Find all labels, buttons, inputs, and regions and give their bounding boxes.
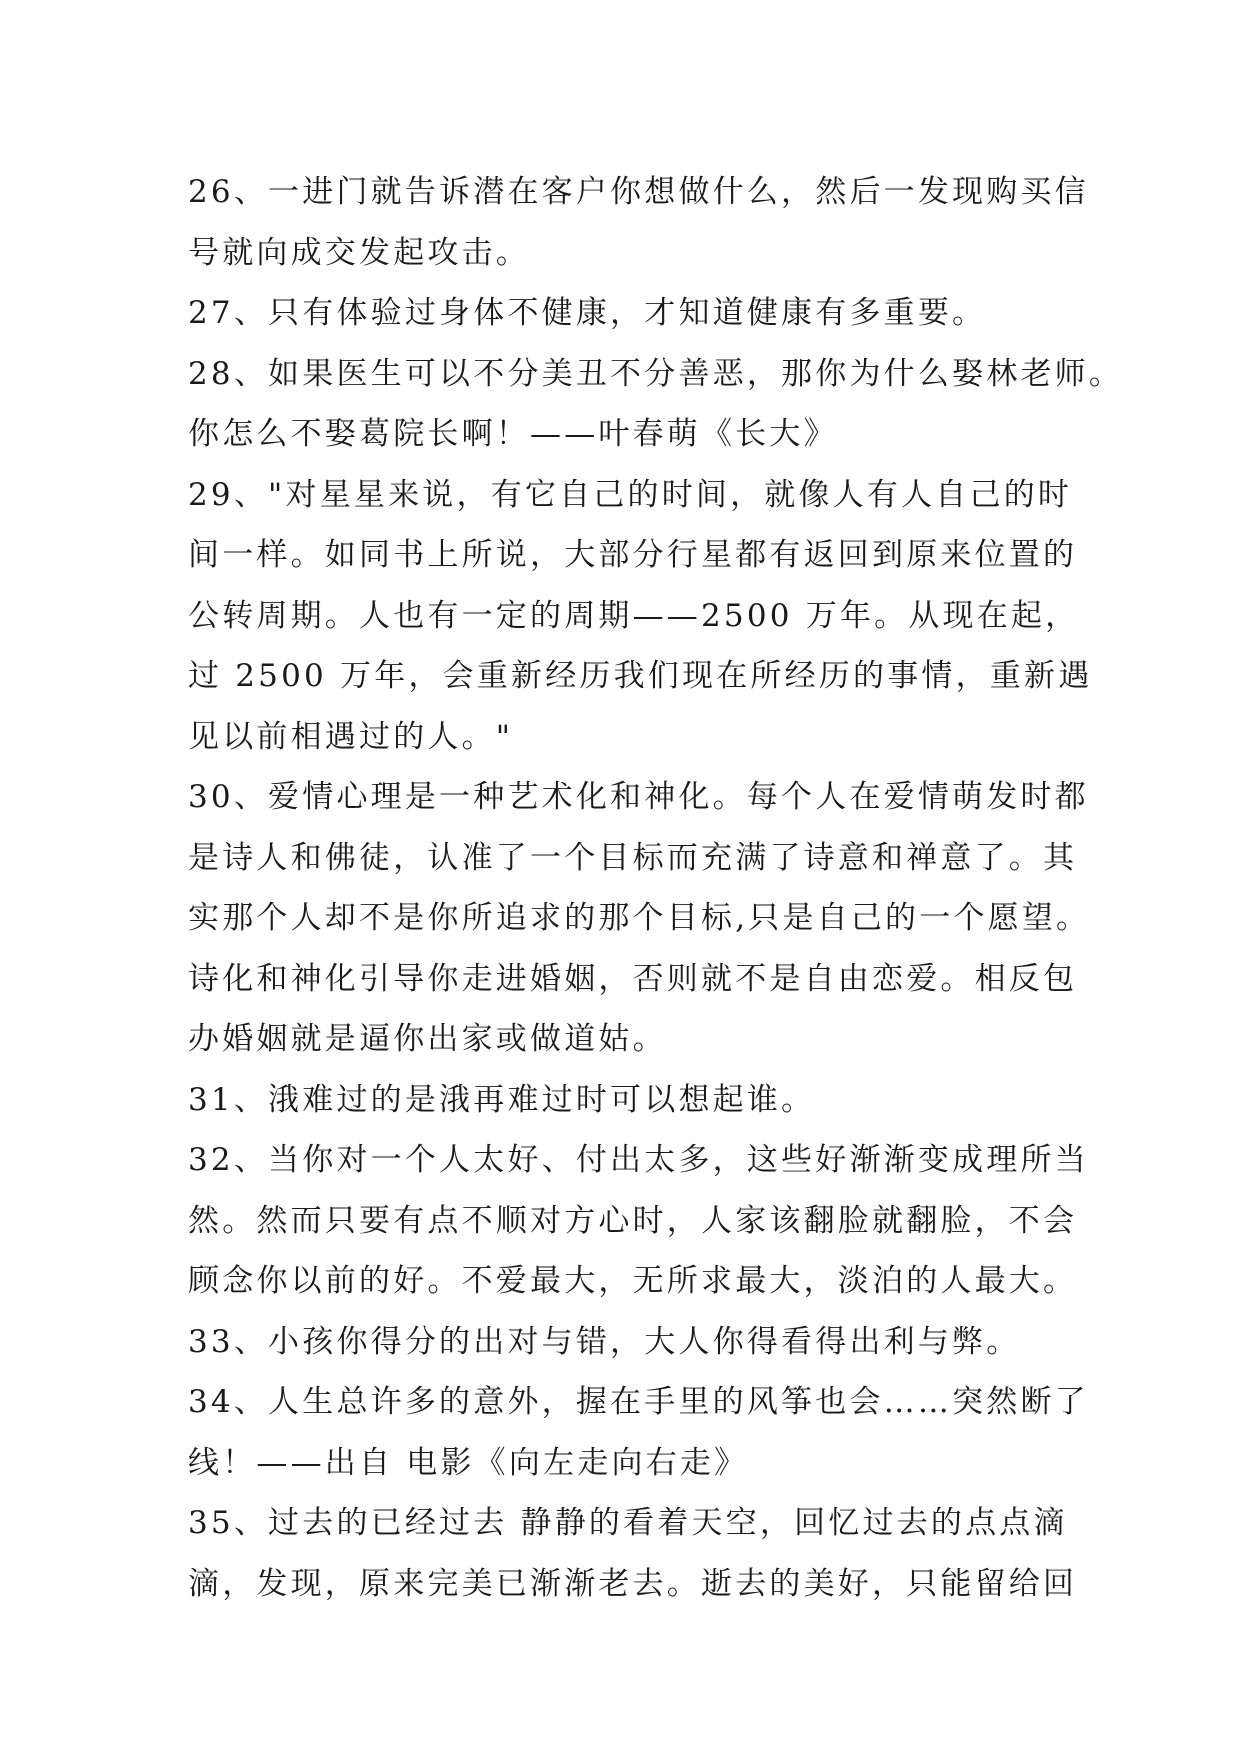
- text-line: 31、涐难过的是涐再难过时可以想起谁。: [188, 1081, 816, 1118]
- text-line: 见以前相遇过的人。": [188, 718, 514, 755]
- text-line: 间一样。如同书上所说，大部分行星都有返回到原来位置的: [188, 537, 1078, 573]
- text-line: 26、一进门就告诉潜在客户你想做什么，然后一发现购买信: [188, 174, 1089, 210]
- text-line: 号就向成交发起攻击。: [188, 234, 530, 271]
- text-line: 29、"对星星来说，有它自己的时间，就像人有人自己的时: [188, 476, 1073, 513]
- text-line: 30、爱情心理是一种艺术化和神化。每个人在爱情萌发时都: [188, 779, 1089, 815]
- text-line: 你怎么不娶葛院长啊！——叶春萌《长大》: [188, 416, 838, 452]
- text-line: 34、人生总许多的意外，握在手里的风筝也会……突然断了: [188, 1384, 1089, 1420]
- text-line: 然。然而只要有点不顺对方心时，人家该翻脸就翻脸，不会: [188, 1202, 1078, 1239]
- text-line: 办婚姻就是逼你出家或做道姑。: [188, 1021, 667, 1057]
- text-line: 顾念你以前的好。不爱最大，无所求最大，淡泊的人最大。: [188, 1263, 1078, 1299]
- text-line: 过 2500 万年，会重新经历我们现在所经历的事情，重新遇: [188, 658, 1093, 694]
- text-line: 27、只有体验过身体不健康，才知道健康有多重要。: [188, 295, 987, 331]
- text-line: 诗化和神化引导你走进婚姻，否则就不是自由恋爱。相反包: [188, 960, 1078, 997]
- document-body: [188, 162, 1124, 1614]
- text-line: 是诗人和佛徒，认准了一个目标而充满了诗意和禅意了。其: [188, 839, 1078, 876]
- text-line: 33、小孩你得分的出对与错，大人你得看得出利与弊。: [188, 1323, 1021, 1360]
- text-line: 线！——出自 电影《向左走向右走》: [188, 1444, 749, 1481]
- text-line: 实那个人却不是你所追求的那个目标,只是自己的一个愿望。: [188, 900, 1091, 936]
- text-line: 35、过去的已经过去 静静的看着天空，回忆过去的点点滴: [188, 1505, 1068, 1541]
- text-line: 公转周期。人也有一定的周期——2500 万年。从现在起，: [188, 597, 1080, 634]
- text-line: 滴，发现，原来完美已渐渐老去。逝去的美好，只能留给回: [188, 1565, 1078, 1602]
- text-line: 28、如果医生可以不分美丑不分善恶，那你为什么娶林老师。: [188, 355, 1124, 392]
- text-line: 32、当你对一个人太好、付出太多，这些好渐渐变成理所当: [188, 1142, 1089, 1178]
